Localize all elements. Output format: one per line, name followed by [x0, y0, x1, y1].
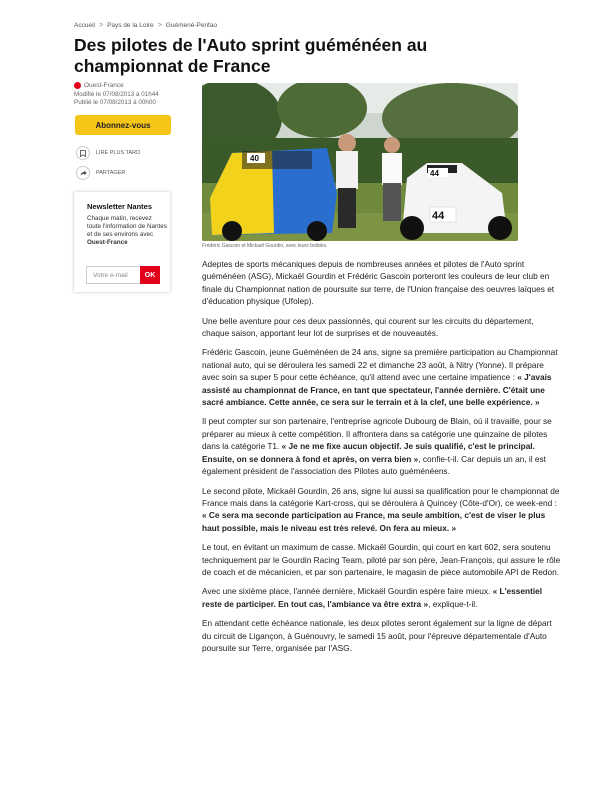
bookmark-icon	[76, 146, 90, 160]
paragraph-text: , confie-t-il. Car depuis un an, il est également président de l'association des Pilotes auto guéménéens.	[202, 453, 546, 477]
svg-text:44: 44	[432, 210, 445, 222]
subscribe-button[interactable]: Abonnez-vous	[75, 115, 171, 135]
share-icon	[76, 166, 90, 180]
newsletter-text	[87, 215, 167, 247]
newsletter-brand: Ouest-France	[87, 239, 128, 246]
newsletter-title: Newsletter Nantes	[87, 202, 153, 211]
paragraph	[202, 585, 562, 610]
breadcrumb-separator: >	[98, 22, 104, 29]
photo-caption: Frédéric Gascoin et Mickaël Gourdin, avec leurs bolides.	[202, 243, 328, 249]
newsletter-ok-button[interactable]: OK	[140, 266, 160, 284]
paragraph: Adeptes de sports mécaniques depuis de nombreuses années et pilotes de l'Auto sprint guéménéen (ASG), Mickaël Gourdin et Frédéric Gascoin porteront les couleurs de leur club en finale du Championnat nation de poursuite sur terre, de l'Union française des oeuvres laïques et d'éducation physique (Ufolep).	[202, 259, 555, 307]
quote: « L'essentiel reste de participer. En tout cas, l'ambiance va être extra »	[202, 586, 543, 609]
quote: « J'avais assisté au championnat de France, en tant que spectateur, l'année dernière. C'était une sacré ambiance. Cette année, ce sera sur le terrain et à la clef, une belle expérience. »	[202, 372, 552, 408]
paragraph-text: , explique-t-il.	[428, 598, 478, 609]
published-date: Publié le 07/08/2013 à 00h00	[74, 99, 156, 106]
paragraph-text: Avec une sixième place, l'année dernière, Mickaël Gourdin espère faire mieux.	[202, 586, 493, 597]
paragraph-text: Le second pilote, Mickaël Gourdin, 26 ans, signe lui aussi sa qualification pour le championnat de France mais dans la catégorie Kart-cross, qui se déroulera à Quincey (Côte-d'Or), ce week-end :	[202, 485, 560, 508]
quote: « Ce sera ma seconde participation au France, ma seule ambition, c'est de viser le plus haut possible, mais le niveau est très relevé. On fera au mieux. »	[202, 510, 546, 533]
paragraph: Le tout, en évitant un maximum de casse. Mickaël Gourdin, qui court en kart 602, sera soutenu techniquement par le Gourdin Racing Team, piloté par son père, Jean-François, qui assure le rôle de coach et de mécanicien, et par son partenaire, le magasin de pièce automobile API de Redon.	[202, 542, 561, 577]
paragraph-text: Frédéric Gascoin, jeune Guéménéen de 24 ans, signe sa première participation au Championnat national auto, qui se déroulera les samedi 22 et dimanche 23 août, à Nitry (Yonne). Il prépare avec soin sa super 5 pour cette échéance, qu'il attend avec une certaine impatience :	[202, 347, 558, 383]
paragraph: Une belle aventure pour ces deux passionnés, qui courent sur les circuits du département, chaque saison, apportant leur lot de surprises et de nouveautés.	[202, 315, 534, 339]
modified-date: Modifié le 07/08/2013 à 01h44	[74, 91, 159, 98]
read-later-button[interactable]	[76, 146, 140, 160]
paragraph	[202, 485, 562, 535]
email-input[interactable]: Votre e-mail	[86, 266, 140, 284]
page-title: Des pilotes de l'Auto sprint guéménéen au championnat de France	[74, 35, 428, 76]
paragraph	[202, 346, 562, 408]
article-photo	[202, 83, 518, 241]
read-later-label: LIRE PLUS TARD	[96, 150, 141, 156]
source-name: Ouest-France	[84, 82, 124, 89]
source-logo-icon	[74, 82, 81, 89]
quote: « Je ne me fixe aucun objectif. Je suis qualifié, c'est le principal. Ensuite, on se donnera à fond et après, on verra bien »	[202, 441, 535, 464]
breadcrumb-item-town[interactable]: Guémené-Penfao	[165, 22, 218, 29]
share-label: PARTAGER	[96, 170, 126, 176]
newsletter-description: Chaque matin, recevez toute l'information de Nantes et de ses environs avec	[87, 215, 167, 238]
breadcrumb	[74, 22, 217, 29]
paragraph-text: Il peut compter sur son partenaire, l'entreprise agricole Dubourg de Blain, où il travaille, pour se préparer au mieux à cette compétition. Il affrontera dans sa catégorie une quinzaine de pilotes dans la catégorie T1.	[202, 416, 552, 452]
article-source	[74, 82, 124, 89]
svg-text:40: 40	[250, 154, 259, 163]
paragraph: En attendant cette échéance nationale, les deux pilotes seront également sur la ligne de départ du circuit de Ligançon, à Guénouvry, le samedi 15 août, pour l'épreuve départementale d'Auto poursuite sur Terre, organisée par l'ASG.	[202, 618, 552, 653]
svg-text:44: 44	[430, 169, 439, 178]
breadcrumb-item-region[interactable]: Pays de la Loire	[107, 22, 154, 29]
newsletter-box	[74, 192, 170, 292]
paragraph	[202, 415, 562, 477]
breadcrumb-separator: >	[157, 22, 162, 29]
article-body	[202, 258, 562, 661]
share-button[interactable]	[76, 166, 125, 180]
breadcrumb-item-home[interactable]: Accueil	[74, 22, 95, 29]
article-dates	[74, 91, 159, 107]
